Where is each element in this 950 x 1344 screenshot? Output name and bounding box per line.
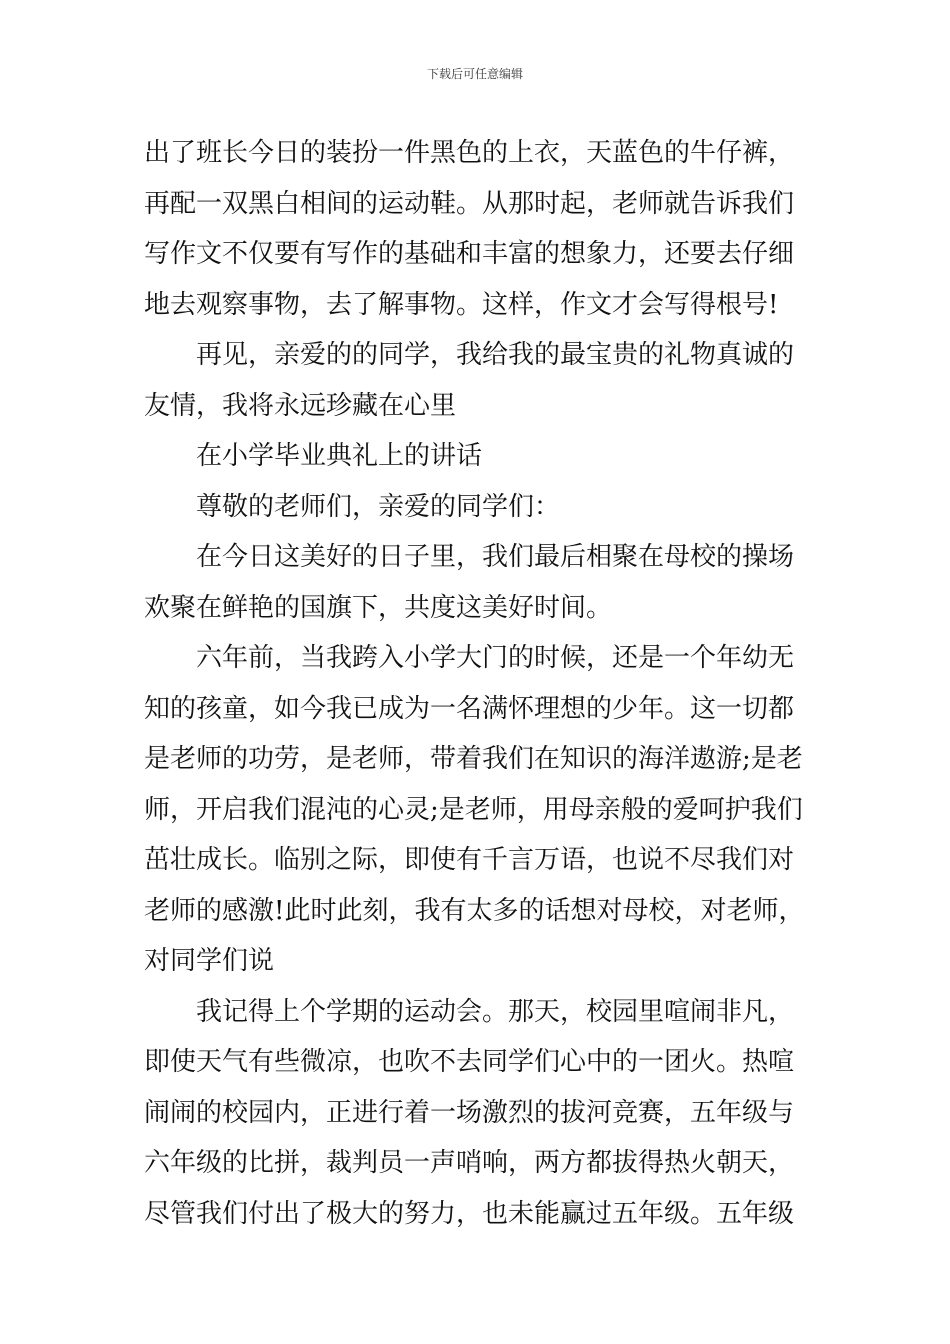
text-line: 尽管我们付出了极大的努力，也未能赢过五年级。五年级: [144, 1198, 795, 1229]
text-line: 友情，我将永远珍藏在心里: [144, 390, 457, 421]
text-line: 在小学毕业典礼上的讲话: [196, 441, 483, 471]
text-line: 在今日这美好的日子里，我们最后相聚在母校的操场: [196, 542, 795, 572]
text-line: 六年级的比拼，裁判员一声哨响，两方都拔得热火朝天，: [144, 1148, 795, 1178]
text-line: 出了班长今日的装扮一件黑色的上衣，天蓝色的牛仔裤，: [144, 138, 795, 168]
text-line: 六年前，当我跨入小学大门的时候，还是一个年幼无: [196, 643, 795, 673]
text-line: 再见，亲爱的的同学，我给我的最宝贵的礼物真诚的: [196, 340, 795, 370]
text-line: 欢聚在鲜艳的国旗下，共度这美好时间。: [144, 592, 613, 623]
text-line: 尊敬的老师们，亲爱的同学们：: [196, 491, 561, 522]
text-line: 茁壮成长。临别之际，即使有千言万语，也说不尽我们对: [144, 845, 795, 875]
text-line: 师，开启我们混沌的心灵;是老师，用母亲般的爱呵护我们: [144, 794, 803, 825]
page-header-note: 下载后可任意编辑: [426, 67, 523, 81]
text-line: 再配一双黑白相间的运动鞋。从那时起，老师就告诉我们: [144, 188, 795, 219]
text-line: 写作文不仅要有写作的基础和丰富的想象力，还要去仔细: [144, 239, 795, 269]
text-line: 即使天气有些微凉，也吹不去同学们心中的一团火。热喧: [144, 1047, 795, 1077]
text-line: 对同学们说: [144, 946, 275, 976]
text-line: 闹闹的校园内，正进行着一场激烈的拔河竞赛，五年级与: [144, 1097, 795, 1128]
text-line: 老师的感激!此时此刻，我有太多的话想对母校，对老师，: [144, 895, 805, 926]
text-line: 我记得上个学期的运动会。那天，校园里喧闹非凡，: [196, 996, 795, 1027]
document-body: [144, 128, 809, 1239]
text-line: 是老师的功劳，是老师，带着我们在知识的海洋遨游;是老: [144, 744, 803, 774]
text-line: 知的孩童，如今我已成为一名满怀理想的少年。这一切都: [144, 693, 795, 724]
text-line: 地去观察事物，去了解事物。这样，作文才会写得根号!: [144, 289, 779, 320]
